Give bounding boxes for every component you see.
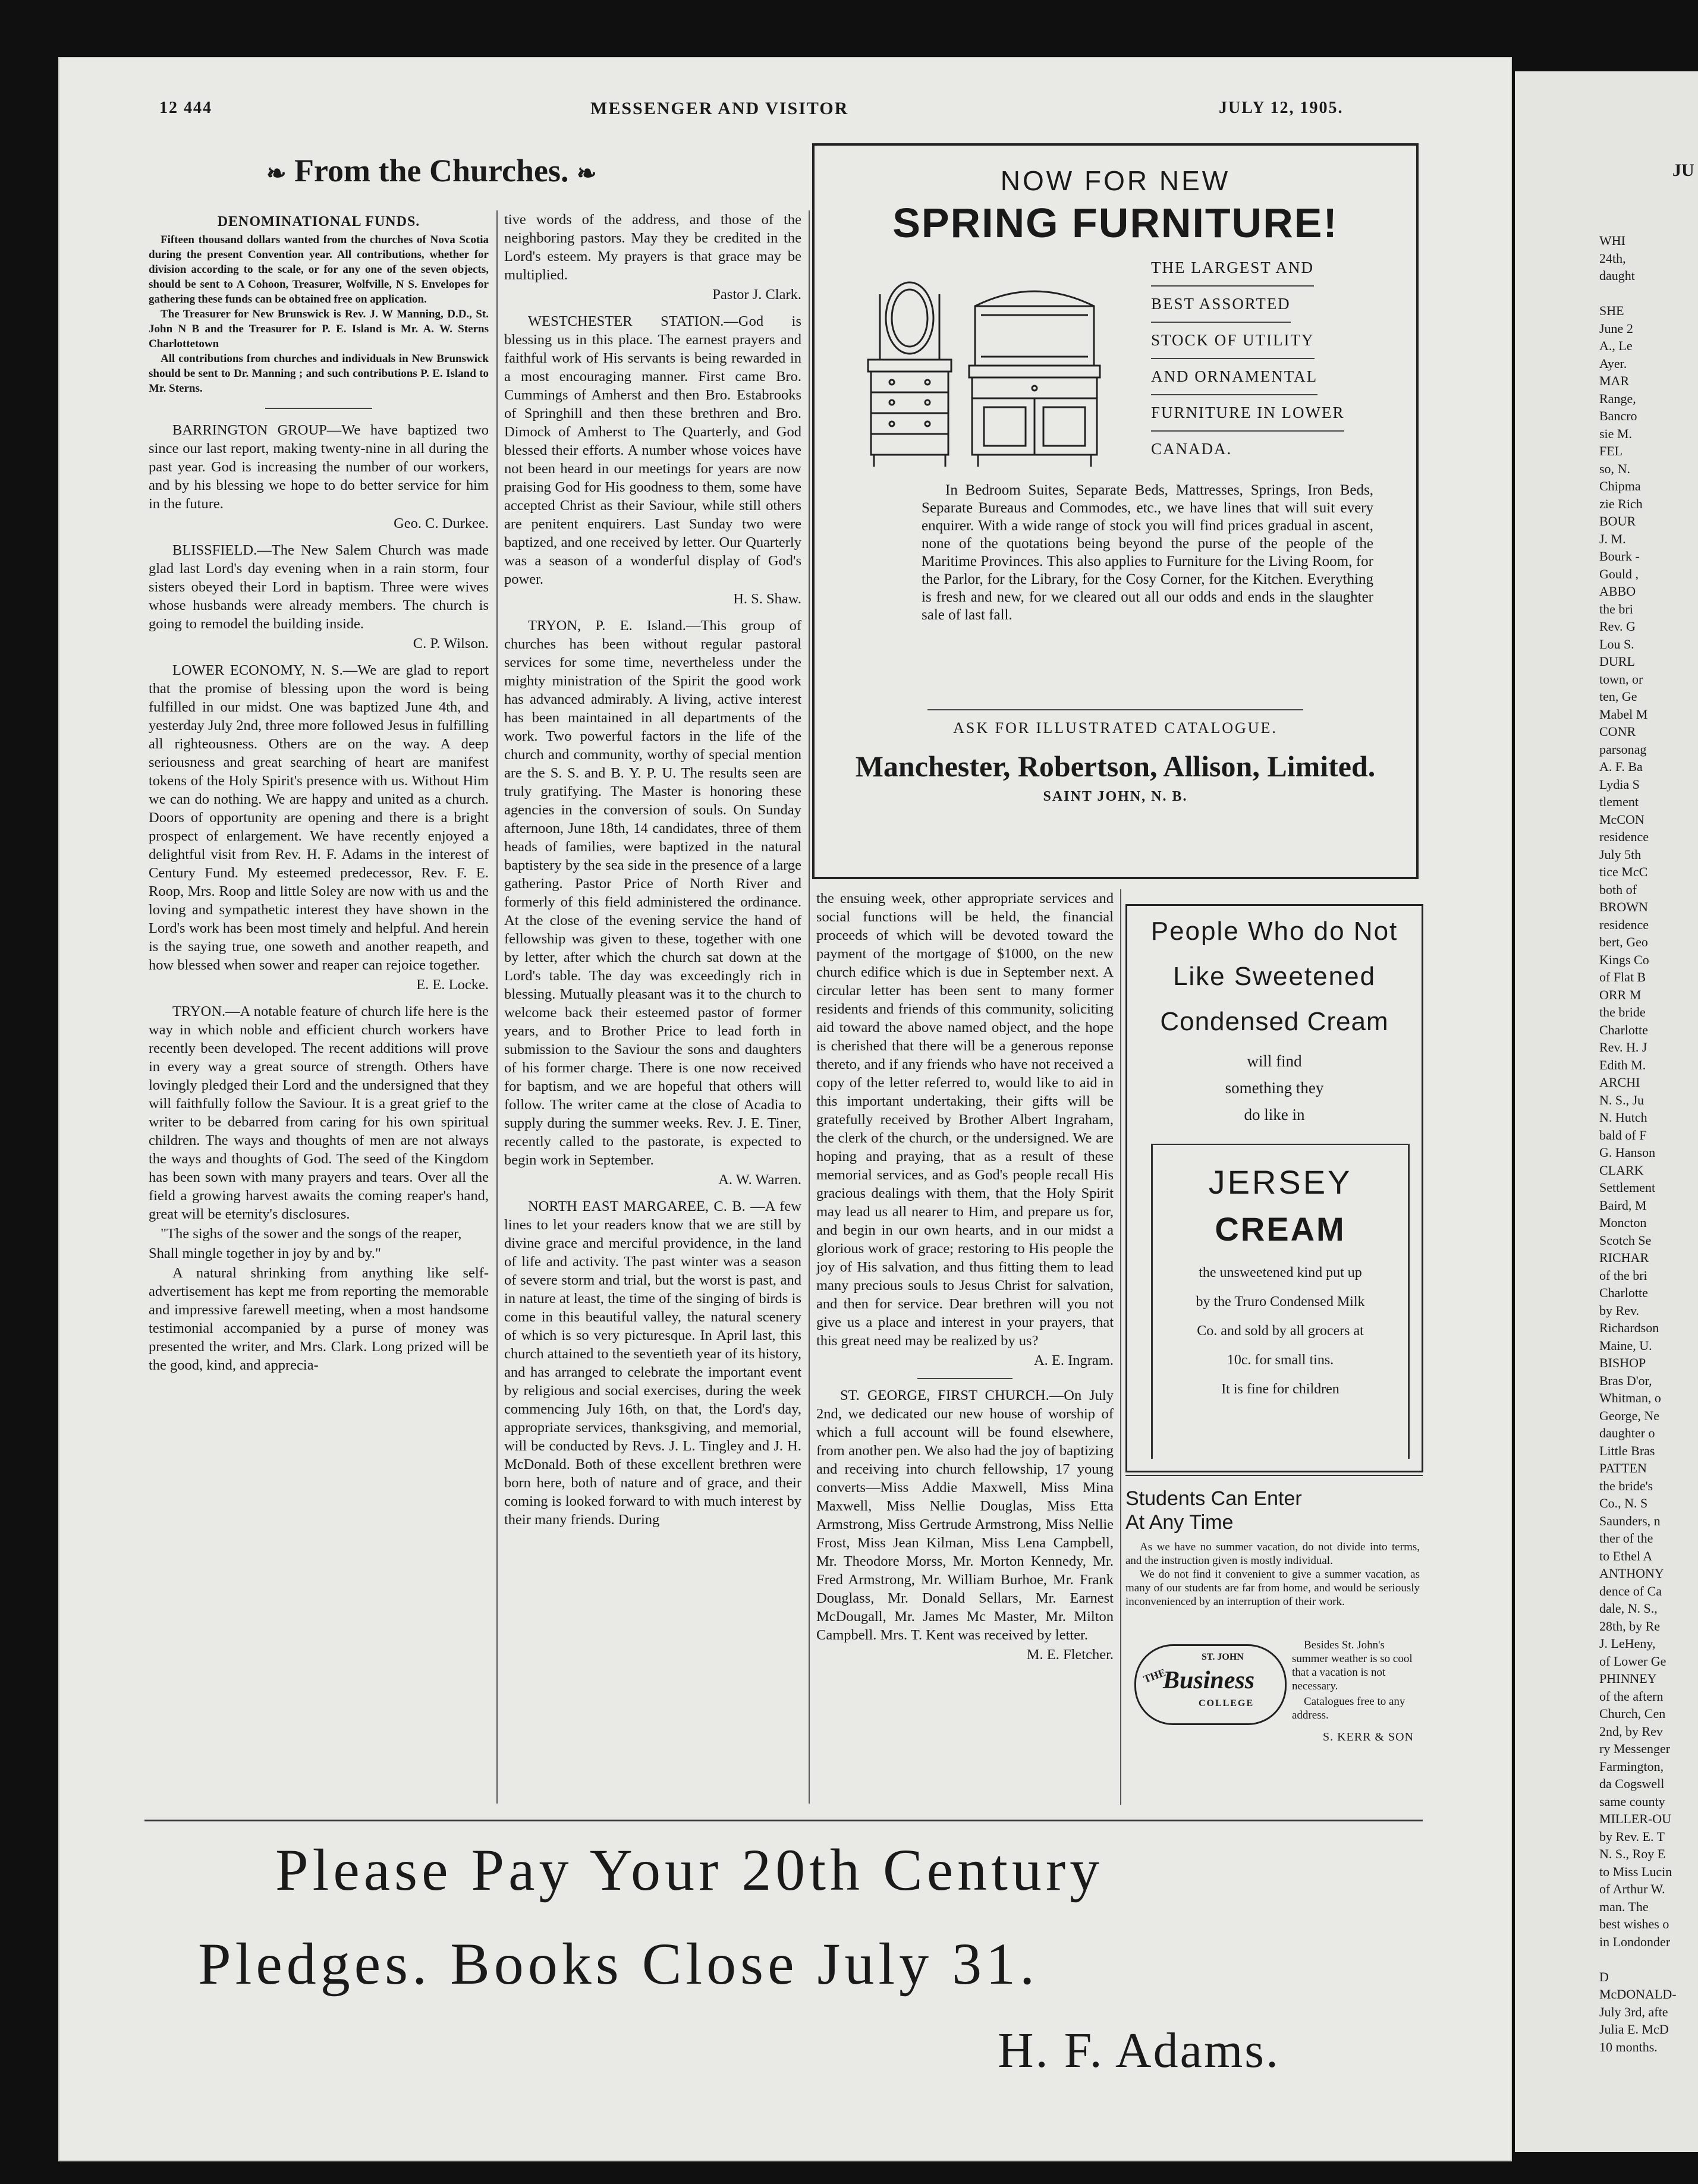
line-fragment: to Ethel A bbox=[1599, 1548, 1653, 1563]
fleuron-icon: ❧ bbox=[577, 160, 597, 187]
line-fragment bbox=[1599, 285, 1698, 303]
line-fragment: 28th, by Re bbox=[1599, 1618, 1661, 1634]
line-fragment: RICHAR bbox=[1599, 1250, 1649, 1265]
line-fragment: of Flat B bbox=[1599, 970, 1646, 984]
line-fragment: Co., N. S bbox=[1599, 1496, 1648, 1510]
signature: Pastor J. Clark. bbox=[712, 287, 801, 303]
column-2 bbox=[504, 210, 801, 1530]
line-fragment: BROWN bbox=[1599, 899, 1648, 914]
line-fragment: CLARK bbox=[1599, 1162, 1644, 1178]
line-fragment: Rev. H. J bbox=[1599, 1040, 1647, 1055]
ad-line: Like Sweetened bbox=[1172, 962, 1376, 991]
line-fragment: BOUR bbox=[1599, 514, 1636, 528]
line-fragment: FEL bbox=[1599, 443, 1623, 458]
page-header-fragment: JU bbox=[1672, 161, 1694, 180]
line-fragment: Mabel M bbox=[1599, 706, 1648, 722]
line-fragment: sie M. bbox=[1599, 426, 1632, 441]
line-fragment: to Miss Lucin bbox=[1599, 1864, 1672, 1879]
column-1 bbox=[149, 210, 489, 1376]
line-fragment: CONR bbox=[1599, 724, 1636, 739]
report-continued: tive words of the address, and those of the neighboring pastors. May they be credited in the Lord's esteem. My prayers is that grace may be multiplied. bbox=[504, 212, 801, 283]
paper-name: MESSENGER AND VISITOR bbox=[590, 99, 849, 118]
brand-name: CREAM bbox=[1215, 1210, 1346, 1248]
line-fragment: so, N. bbox=[1599, 461, 1630, 476]
line-fragment: both of bbox=[1599, 882, 1637, 897]
line-fragment: of Arthur W. bbox=[1599, 1881, 1665, 1896]
adjacent-page bbox=[1515, 71, 1698, 2152]
line-fragment: Lou S. bbox=[1599, 636, 1634, 652]
ad-catalogue-note: ASK FOR ILLUSTRATED CATALOGUE. bbox=[953, 719, 1278, 737]
ad-line: the unsweetened kind put up bbox=[1199, 1265, 1362, 1280]
logo-text: ST. JOHN bbox=[1202, 1652, 1244, 1662]
line-fragment: July 5th bbox=[1599, 846, 1642, 862]
signature: Geo. C. Durkee. bbox=[394, 515, 489, 531]
report-tryon: TRYON.—A notable feature of church life here is the way in which noble and efficient church workers have recently been developed. The recent additions will prove in every way a great source of strength. Others have lovingly pledged their Lord and the undersigned that they will faithfully follow the Saviour. It is a great grief to the writer to be debarred from caring for his own spiritual children. The ways and thoughts of men are not always the ways and thoughts of God. The seed of the Kingdom has been sown with many prayers and tears. Over all the field a growing harvest awaits the coming reaper's hand, great will be eternity's disclosures. bbox=[149, 1003, 489, 1222]
line-fragment: MILLER-OU bbox=[1599, 1811, 1671, 1826]
line-fragment: McDONALD- bbox=[1599, 1987, 1677, 2002]
line-fragment: George, Ne bbox=[1599, 1408, 1659, 1423]
report-st-george: ST. GEORGE, FIRST CHURCH.—On July 2nd, we dedicated our new house of worship of which a full account will be found elsewhere, from another pen. We also had the joy of baptizing and receiving into church fellowship, 17 young converts—Miss Addie Maxwell, Miss Mina Maxwell, Miss Nellie Douglas, Miss Etta Armstrong, Miss Gertrude Armstrong, Miss Nellie Frost, Miss Jean Kilman, Miss Lena Campbell, Mr. Theodore Morss, Mr. Morton Kennedy, Mr. Fred Armstrong, Mr. William Burhoe, Mr. Frank Douglass, Mr. Donald Sellars, Mr. Earnest McDougall, Mr. James Mc Master, Mr. Milton Campbell. Mrs. T. Kent was received by letter. bbox=[816, 1387, 1114, 1643]
line-fragment: bald of F bbox=[1599, 1127, 1647, 1143]
ad-paragraph: We do not find it convenient to give a summer vacation, as many of our students are far from home, and would be seriously inconvenienced by an interruption of their work. bbox=[1125, 1568, 1420, 1608]
ad-line: something they bbox=[1225, 1079, 1324, 1097]
line-fragment: PHINNEY bbox=[1599, 1671, 1657, 1686]
report-tryon-pei: TRYON, P. E. Island.—This group of churches has been without regular pastoral services for some time, nevertheless under the mighty ministration of the Spirit the good work has advanced admirably. A living, active interest has been maintained in all departments of the work. Two powerful factors in the life of the church and community, worthy of special mention are the S. S. and B. Y. P. U. The results seen are truly gratifying. The Master is honoring these agencies in the conversion of souls. On Sunday afternoon, June 18th, 14 candidates, three of them heads of families, were baptized in the natural baptistery by the sea side in the presence of a large gathering. Pastor Price of North River and formerly of this field administered the ordinance. At the close of the evening service the hand of fellowship was given to these, together with one by letter, after which the church sat down at the Lord's table. The day was exceedingly rich in blessing. Mutually pleasant was it to the church to welcome back their esteemed pastor of former years, and to Brother Price to lead forth in submission to the Saviour the sons and daughters of his former charge. There is one now received for baptism, and we are hopeful that others will follow. The writer came at the close of Acadia to supply during the summer weeks. Rev. J. E. Tiner, recently called to the pastorate, is expected to begin work in September. bbox=[504, 618, 801, 1168]
signature: M. E. Fletcher. bbox=[1026, 1647, 1114, 1663]
page-number: 12 444 bbox=[159, 99, 212, 117]
line-fragment: Ayer. bbox=[1599, 355, 1627, 371]
feature-line: CANADA. bbox=[1151, 440, 1232, 458]
line-fragment: A., Le bbox=[1599, 338, 1633, 353]
line-fragment: McCON bbox=[1599, 811, 1644, 827]
ad-line: do like in bbox=[1244, 1106, 1305, 1124]
line-fragment: ANTHONY bbox=[1599, 1566, 1664, 1581]
ad-paragraph: Catalogues free to any address. bbox=[1292, 1695, 1405, 1722]
line-fragment: 2nd, by Rev bbox=[1599, 1723, 1663, 1739]
quote-line: Shall mingle together in joy by and by." bbox=[149, 1245, 381, 1261]
pledge-signature: H. F. Adams. bbox=[998, 2023, 1280, 2078]
line-fragment: Gould , bbox=[1599, 566, 1639, 581]
ad-title: At Any Time bbox=[1125, 1511, 1234, 1534]
line-fragment: the bride bbox=[1599, 1005, 1646, 1019]
business-college-advertisement bbox=[1125, 1487, 1420, 1799]
line-fragment: Range, bbox=[1599, 391, 1636, 406]
line-fragment: dale, N. S., bbox=[1599, 1601, 1658, 1616]
line-fragment: daughter o bbox=[1599, 1425, 1655, 1440]
line-fragment: bert, Geo bbox=[1599, 934, 1648, 949]
feature-line: STOCK OF UTILITY bbox=[1151, 323, 1315, 359]
line-fragment bbox=[1599, 1950, 1698, 1968]
line-fragment: by Rev. E. T bbox=[1599, 1829, 1665, 1844]
section-title-text: From the Churches. bbox=[294, 153, 569, 188]
line-fragment: town, or bbox=[1599, 671, 1643, 687]
line-fragment: ther of the bbox=[1599, 1531, 1653, 1546]
line-fragment: N. S., Ju bbox=[1599, 1092, 1644, 1107]
brand-name: JERSEY bbox=[1208, 1163, 1353, 1201]
column-rule bbox=[496, 210, 498, 1804]
signature: H. S. Shaw. bbox=[733, 591, 801, 607]
line-fragment: Bancro bbox=[1599, 408, 1637, 423]
divider bbox=[927, 709, 1303, 710]
line-fragment: N. S., Roy E bbox=[1599, 1846, 1666, 1861]
line-fragment: Whitman, o bbox=[1599, 1390, 1661, 1405]
divider bbox=[1125, 1475, 1423, 1476]
line-fragment: daught bbox=[1599, 268, 1635, 283]
logo-text: THE bbox=[1142, 1666, 1168, 1685]
line-fragment: tice McC bbox=[1599, 864, 1648, 879]
line-fragment: same county bbox=[1599, 1793, 1665, 1809]
newspaper-page bbox=[58, 57, 1512, 2161]
line-fragment: tlement bbox=[1599, 794, 1639, 809]
jersey-cream-advertisement bbox=[1125, 904, 1423, 1472]
signature: C. P. Wilson. bbox=[413, 635, 489, 652]
line-fragment: Charlotte bbox=[1599, 1285, 1648, 1300]
quote-line: "The sighs of the sower and the songs of the reaper, bbox=[161, 1226, 462, 1242]
line-fragment: Richardson bbox=[1599, 1320, 1659, 1335]
line-fragment: SHE bbox=[1599, 303, 1624, 318]
signature: A. W. Warren. bbox=[718, 1172, 801, 1188]
line-fragment: residence bbox=[1599, 917, 1649, 932]
line-fragment: 10 months. bbox=[1599, 2039, 1658, 2054]
logo-script: Business bbox=[1163, 1667, 1255, 1694]
ad-firm-name: Manchester, Robertson, Allison, Limited. bbox=[855, 750, 1376, 783]
column-3 bbox=[816, 889, 1114, 1672]
line-fragment: G. Hanson bbox=[1599, 1145, 1656, 1160]
report-blissfield: BLISSFIELD.—The New Salem Church was made glad last Lord's day evening when in a rain storm, four sisters obeyed their Lord in baptism. Three were wives whose husbands were already members. The church is going to remodel the building inside. bbox=[149, 542, 489, 632]
ad-line: People Who do Not bbox=[1150, 917, 1398, 946]
line-fragment: the bride's bbox=[1599, 1478, 1653, 1493]
line-fragment: zie Rich bbox=[1599, 496, 1643, 511]
line-fragment: Church, Cen bbox=[1599, 1706, 1666, 1721]
ad-city: SAINT JOHN, N. B. bbox=[1043, 789, 1188, 804]
line-fragment: D bbox=[1599, 1969, 1609, 1984]
line-fragment: Settlement bbox=[1599, 1180, 1656, 1195]
funds-treasurers: The Treasurer for New Brunswick is Rev. J. W Manning, D.D., St. John N B and the Treasurer for P. E. Island is Mr. A. W. Sterns Charlottetown bbox=[149, 308, 489, 350]
ad-title: Students Can Enter bbox=[1125, 1487, 1302, 1510]
furniture-advertisement bbox=[812, 143, 1419, 879]
report-lower-economy: LOWER ECONOMY, N. S.—We are glad to report that the promise of blessing upon the word is being fulfilled in our midst. One was baptized June 4th, and yesterday July 2nd, three more followed Jesus in fulfilling all righteousness. Others are on the way. A deep seriousness and great searching of heart are manifest tokens of the Holy Spirit's presence with us. Without Him we can do nothing. We are happy and united as a church. Doors of opportunity are opening and there is a bright prospect of enlargement. We have recently enjoyed a delightful visit from Rev. H. F. Adams in the interest of Century Fund. My esteemed predecessor, Rev. F. E. Roop, Mrs. Roop and little Soley are now with us and the loving and sympathetic interest they have shown in the Lord's work has been most timely and helpful. And herein is the saying true, one soweth and another reapeth, and how blessed when sower and reaper can rejoice together. bbox=[149, 662, 489, 973]
ad-line: will find bbox=[1247, 1052, 1302, 1070]
line-fragment: BISHOP bbox=[1599, 1355, 1646, 1370]
line-fragment: of the bri bbox=[1599, 1267, 1647, 1283]
ad-paragraph: As we have no summer vacation, do not divide into terms, and the instruction given is mostly individual. bbox=[1125, 1541, 1420, 1567]
line-fragment: June 2 bbox=[1599, 320, 1633, 336]
line-fragment: Saunders, n bbox=[1599, 1513, 1661, 1528]
line-fragment: Bourk - bbox=[1599, 549, 1640, 564]
column-rule bbox=[1120, 889, 1121, 1805]
ad-line: It is fine for children bbox=[1221, 1381, 1339, 1397]
line-fragment: Edith M. bbox=[1599, 1057, 1646, 1072]
fleuron-icon: ❧ bbox=[266, 160, 287, 187]
line-fragment: Moncton bbox=[1599, 1215, 1647, 1230]
line-fragment: Farmington, bbox=[1599, 1758, 1664, 1774]
line-fragment: Chipma bbox=[1599, 479, 1641, 493]
pledge-line-2: Pledges. Books Close July 31. bbox=[198, 1931, 1039, 1997]
ad-body: In Bedroom Suites, Separate Beds, Mattresses, Springs, Iron Beds, Separate Bureaus and Commodes, etc., we have lines that will suit every enquirer. With a wide range of stock you will find prices gradual in ascent, none of the quotations being beyond the purse of the people of the Maritime Provinces. This also applies to Furniture for the Living Room, for the Parlor, for the Library, for the Cosy Corner, for the Kitchen. Everything is fresh and new, for we cleared out all our odds and ends in the slaughter sale of last fall. bbox=[922, 482, 1373, 623]
line-fragment: da Cogswell bbox=[1599, 1776, 1665, 1791]
line-fragment: of the aftern bbox=[1599, 1688, 1664, 1704]
ad-line: Co. and sold by all grocers at bbox=[1197, 1323, 1364, 1339]
signature: A. E. Ingram. bbox=[1033, 1352, 1114, 1368]
feature-line: THE LARGEST AND bbox=[1151, 250, 1314, 287]
ad-paragraph: Besides St. John's summer weather is so cool that a vacation is not necessary. bbox=[1292, 1639, 1413, 1692]
ad-inner-frame bbox=[1151, 1144, 1410, 1459]
line-fragment: dence of Ca bbox=[1599, 1583, 1662, 1598]
line-fragment: ORR M bbox=[1599, 987, 1642, 1002]
line-fragment: 24th, bbox=[1599, 250, 1626, 266]
line-fragment: the bri bbox=[1599, 601, 1633, 616]
line-fragment: PATTEN bbox=[1599, 1461, 1647, 1475]
line-fragment: Bras D'or, bbox=[1599, 1373, 1652, 1388]
line-fragment: Kings Co bbox=[1599, 952, 1649, 967]
pledge-line-1: Please Pay Your 20th Century bbox=[275, 1837, 1104, 1903]
line-fragment: ARCHI bbox=[1599, 1075, 1640, 1090]
ad-headline-main: SPRING FURNITURE! bbox=[892, 200, 1338, 246]
ad-signature: S. KERR & SON bbox=[1322, 1730, 1414, 1744]
funds-title: DENOMINATIONAL FUNDS. bbox=[217, 214, 420, 229]
section-title bbox=[266, 152, 597, 189]
line-fragment: of Lower Ge bbox=[1599, 1653, 1666, 1669]
line-fragment: Julia E. McD bbox=[1599, 2022, 1669, 2037]
ad-feature-list bbox=[1151, 250, 1365, 467]
line-fragment: residence bbox=[1599, 829, 1649, 844]
line-fragment: in Londonder bbox=[1599, 1934, 1671, 1949]
feature-line: FURNITURE IN LOWER bbox=[1151, 395, 1344, 432]
line-fragment: ten, Ge bbox=[1599, 689, 1637, 704]
college-logo bbox=[1134, 1644, 1287, 1725]
column-rule bbox=[809, 210, 810, 1804]
ad-headline: NOW FOR NEW bbox=[1000, 165, 1231, 196]
line-fragment: Lydia S bbox=[1599, 776, 1640, 792]
line-fragment: best wishes o bbox=[1599, 1916, 1669, 1931]
report-continued: the ensuing week, other appropriate services and social functions will be held, the financial proceeds of which will be devoted toward the payment of the mortgage of $1000, on the new church edifice which is due in September next. A circular letter has been sent to many former residents and friends of this community, soliciting aid toward the above named object, and the hope is cherished that there will be a generous reponse thereto, and if any friends who have not received a copy of the letter referred to, would like to aid in this important undertaking, their gifts will be gratefully received by Brother Albert Ingraham, the clerk of the church, or the undersigned. We are hoping and praying, that as a result of these memorial services, and as God's people recall His gracious dealings with them, that the Holy Spirit may lead us all nearer to Him, and prepare us for, and begin in our own hearts, and in our midst a glorious work of grace; restoring to His people the joy of His salvation, and thus fitting them to lead many precious souls to Jesus Christ for salvation, and then for service. Dear brethren will you not give us a place and interest in your prayers, that this great need may be realized by us? bbox=[816, 890, 1114, 1349]
feature-line: AND ORNAMENTAL bbox=[1151, 359, 1317, 395]
report-barrington: BARRINGTON GROUP—We have baptized two since our last report, making twenty-nine in all during the past year. God is increasing the number of our workers, and by his blessing we hope to do better service for him in the future. bbox=[149, 422, 489, 512]
line-fragment: July 3rd, afte bbox=[1599, 2004, 1668, 2019]
line-fragment: Maine, U. bbox=[1599, 1338, 1652, 1353]
line-fragment: ABBO bbox=[1599, 584, 1636, 599]
divider bbox=[917, 1378, 1012, 1379]
ad-line: 10c. for small tins. bbox=[1227, 1352, 1334, 1368]
funds-contributions: All contributions from churches and individuals in New Brunswick should be sent to Dr. Manning ; and such contributions P. E. Island to Mr. Sterns. bbox=[149, 353, 489, 395]
banner-rule bbox=[144, 1820, 1423, 1821]
line-fragment: N. Hutch bbox=[1599, 1110, 1647, 1125]
line-fragment: J. M. bbox=[1599, 531, 1626, 546]
issue-date: JULY 12, 1905. bbox=[1219, 99, 1344, 117]
line-fragment: ry Messenger bbox=[1599, 1741, 1671, 1756]
report-margaree: NORTH EAST MARGAREE, C. B. —A few lines to let your readers know that we are still by divine grace and merciful providence, in the land of life and activity. The past winter was a season of severe storm and trial, but the worst is past, and in nature at least, the time of the singing of birds is come in this beautiful valley, the natural scenery of which is so very picturesque. In April last, this church attained to the seventieth year of its history, and has arranged to celebrate the important event by religious and social exercises, during the week commencing July 16th, on that, the Lord's day, appropriate services, thanksgiving, and memorial, will be conducted by Revs. J. L. Tingley and J. H. McDonald. Both of these excellent brethren were born here, both of nature and of grace, and their coming is looked forward to with much interest by their many friends. During bbox=[504, 1198, 801, 1528]
report-westchester: WESTCHESTER STATION.—God is blessing us in this place. The earnest prayers and faithful work of His servants is being rewarded in a most encouraging manner. First came Bro. Cummings of Amherst and then Bro. Estabrooks of Springhill and then these brethren and Bro. Dimock of Amherst to The Quarterly, and God blessed their efforts. A number whose voices have not been heard in our meetings for years are now praising God for His goodness to them, some have accepted Christ as their Saviour, while still others are penitent enquirers. Last Sunday two were baptized, and one received by letter. Our Quarterly was a season of a wonderful display of God's power. bbox=[504, 313, 801, 587]
line-fragment: parsonag bbox=[1599, 741, 1647, 757]
line-fragment: Rev. G bbox=[1599, 619, 1636, 634]
divider bbox=[265, 408, 372, 409]
line-fragment: by Rev. bbox=[1599, 1302, 1640, 1318]
line-fragment: J. LeHeny, bbox=[1599, 1636, 1656, 1651]
funds-notice: Fifteen thousand dollars wanted from the churches of Nova Scotia during the present Convention year. All contributions, whether for division according to the scale, or for any one of the seven objects, should be sent to A Cohoon, Treasurer, Wolfville, N S. Envelopes for gathering these funds can be obtained free on application. bbox=[149, 234, 489, 306]
signature: E. E. Locke. bbox=[416, 977, 489, 993]
ad-line: by the Truro Condensed Milk bbox=[1196, 1294, 1365, 1310]
line-fragment: Charlotte bbox=[1599, 1022, 1648, 1037]
logo-text: COLLEGE bbox=[1199, 1698, 1254, 1708]
line-fragment: Baird, M bbox=[1599, 1197, 1647, 1213]
line-fragment: man. The bbox=[1599, 1899, 1649, 1914]
line-fragment: A. F. Ba bbox=[1599, 759, 1643, 774]
feature-line: BEST ASSORTED bbox=[1151, 287, 1291, 323]
line-fragment: MAR bbox=[1599, 373, 1630, 388]
line-fragment: Scotch Se bbox=[1599, 1232, 1652, 1248]
line-fragment: WHI bbox=[1599, 233, 1625, 248]
line-fragment: Little Bras bbox=[1599, 1443, 1655, 1458]
furniture-illustration bbox=[838, 270, 1136, 484]
ad-line: Condensed Cream bbox=[1160, 1007, 1389, 1036]
line-fragment: DURL bbox=[1599, 654, 1635, 669]
report-tryon-continued: A natural shrinking from anything like self-advertisement has kept me from reporting the memorable and impressive farewell meeting, when a most handsome testimonial accompanied by a purse of money was presented the writer, and Mrs. Clark. Long prized will be the good, kind, and apprecia- bbox=[149, 1265, 489, 1373]
column-fragment bbox=[1599, 232, 1698, 2056]
